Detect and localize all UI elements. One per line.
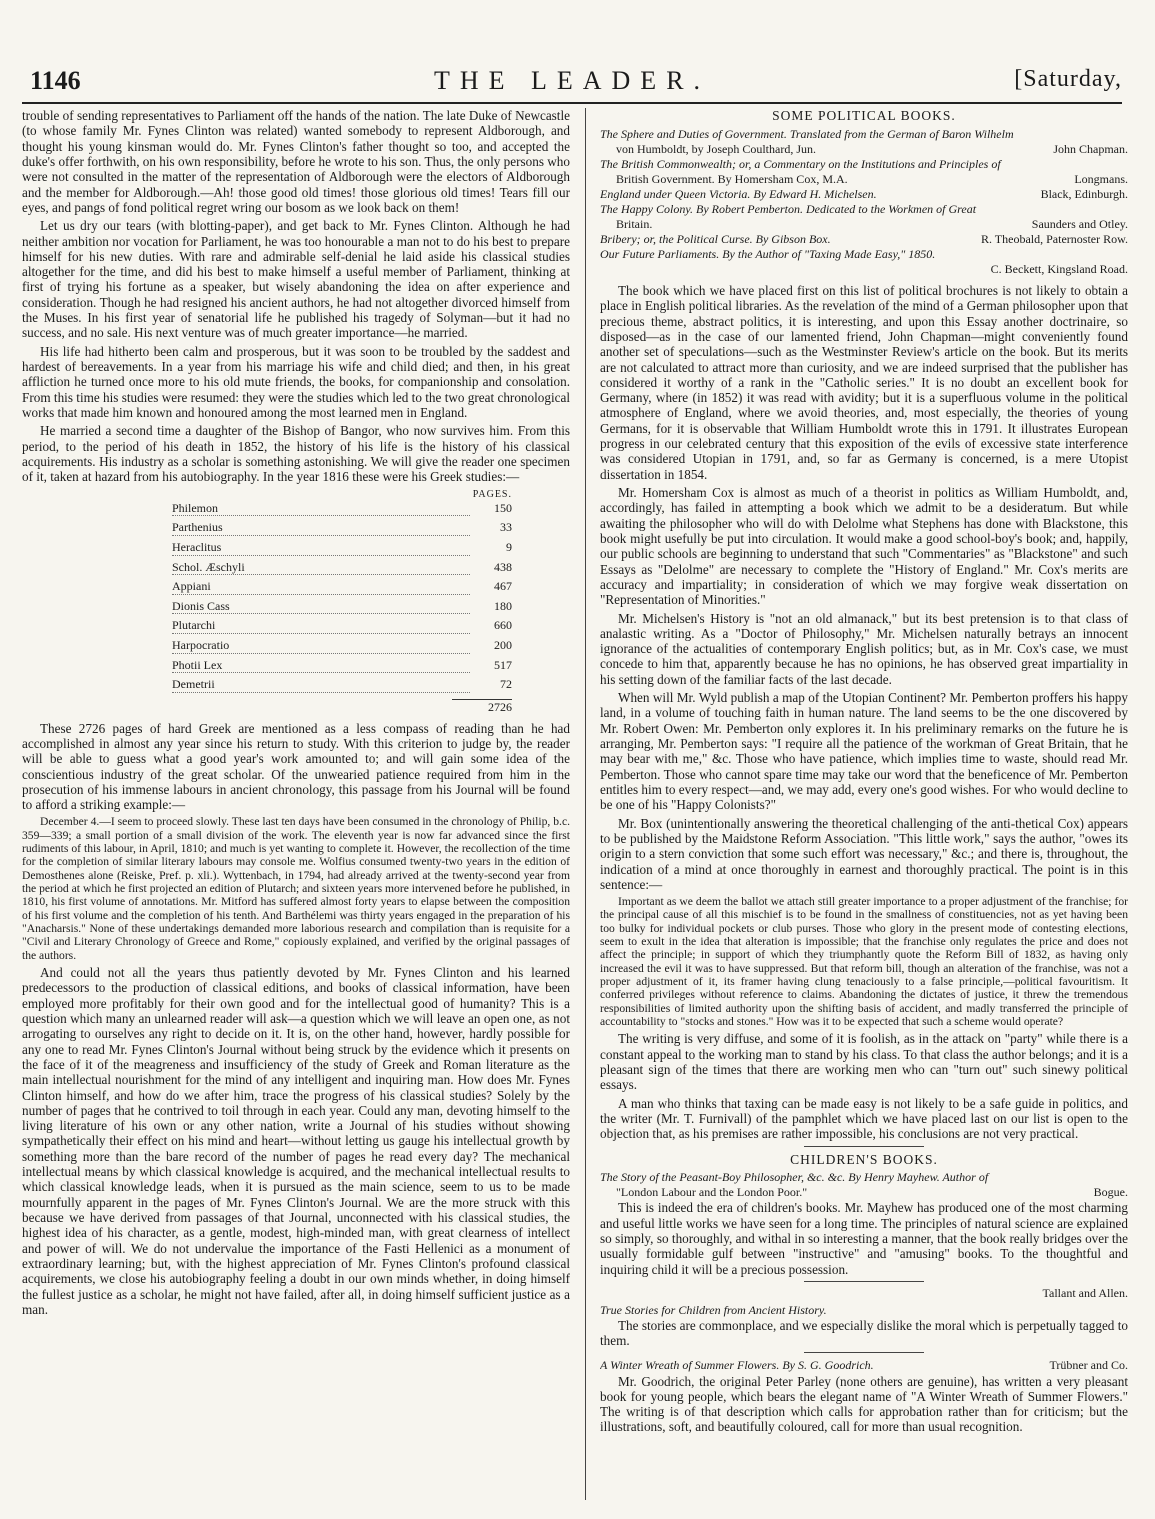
book-title: True Stories for Children from Ancient History. — [600, 1302, 827, 1317]
paragraph: The writing is very diffuse, and some of it is foolish, as in the attack on "party" while there is a constant appeal to the working man to stand by his class. To that class the author belongs; and it is a pleasant sign of the times that there are working men who can "turn out" such sinewy political essays. — [600, 1031, 1128, 1093]
paragraph: A man who thinks that taxing can be made easy is not likely to be a safe guide in politics, and the writer (Mr. T. Furnivall) of the pamphlet which we have placed last on our list is open to the objection that, as his premises are rather impossible, his conclusions are not very practical. — [600, 1095, 1128, 1142]
greek-studies-table — [172, 489, 512, 715]
paragraph: The book which we have placed first on this list of political brochures is not likely to obtain a place in English political libraries. As the revelation of the mind of a German philosopher upon that precious theme, abstract politics, it is interesting, and upon this Essay another doctrinaire, so disposed—as in the case of our lamented friend, John Chapman—might conveniently found another set of speculations—such as the Westminster Review's article on the book. But its merits are not calculated to attract more than curiosity, and we are indeed surprised that the publisher has considered it worthy of a rank in the "Catholic series." It is no doubt an excellent book for Germany, where (in 1852) it was read with avidity; but it is a superfluous volume in the political atmosphere of England, where we avoid theories, and, most especially, the theories of young Germans, for it is observable that William Humboldt wrote this in 1791. It illustrates European progress in our celebrated century that this exposition of the evils of excessive state interference was considered Utopian in 1791, and, so far as Germany is concerned, is a mere Utopist dissertation in 1854. — [600, 282, 1128, 482]
table-cell-name: Harpocratio — [172, 638, 470, 654]
table-cell-pages: 180 — [494, 598, 512, 613]
divider — [804, 1146, 924, 1147]
page-header — [22, 66, 1122, 104]
paragraph: The stories are commonplace, and we especially dislike the moral which is perpetually tagged to them. — [600, 1317, 1128, 1349]
paragraph: This is indeed the era of children's books. Mr. Mayhew has produced one of the most charming and useful little works we have seen for a long time. The principles of natural science are explained so simply, so thoroughly, and withal in so interesting a manner, that the book really bridges over the usually formidable gulf between "instructive" and "amusing" books. To the thoughtful and inquiring child it will be a precious possession. — [600, 1200, 1128, 1277]
book-publisher: Trübner and Co. — [1049, 1358, 1128, 1373]
book-publisher: R. Theobald, Paternoster Row. — [981, 231, 1128, 246]
book-publisher: John Chapman. — [1053, 141, 1128, 156]
table-cell-pages: 467 — [494, 579, 512, 594]
table-header: PAGES. — [472, 488, 512, 500]
table-cell-name: Heraclitus — [172, 540, 470, 556]
box-quote: Important as we deem the ballot we attach still greater importance to a proper adjustment of the franchise; for the principal cause of all this mischief is to be found in the smallness of constituencies, not as yet having been too bulky for individual pockets or club purses. Those who glory in the present mode of contesting elections, seem to exult in the idea that alteration is impossible; that the franchise only regulates the price and does not affect the principle; in support of which they triumphantly quote the Reform Bill of 1832, as having only increased the evil it was to have suppressed. But that reform bill, though an alteration of the franchise, was not a proper adjustment of it, its framer having clung tenaciously to a false principle,—political favouritism. It conferred privileges without reference to claims. Abandoning the dictates of justice, it threw the tremendous responsibilities of limited authority upon the shifting basis of accident, and madly transferred the principle of accountability to "stocks and stones." How was it to be expected that such a scheme would operate? — [600, 895, 1128, 1029]
book-title: The British Commonwealth; or, a Commentary on the Institutions and Principles of — [600, 156, 1001, 171]
book-title-cont: "London Labour and the London Poor." — [616, 1185, 808, 1200]
divider — [804, 1352, 924, 1353]
table-row — [172, 520, 512, 540]
table-row — [172, 501, 512, 521]
book-title-cont: Britain. — [616, 216, 653, 231]
book-title: The Happy Colony. By Robert Pemberton. Dedicated to the Workmen of Great — [600, 201, 977, 216]
section-title: SOME POLITICAL BOOKS. — [772, 108, 956, 123]
paragraph: He married a second time a daughter of the Bishop of Bangor, who now survives him. From this period, to the period of his death in 1852, the history of his life is the history of his classical acquirements. His industry as a scholar is something astonishing. We will give the reader one specimen of it, taken at hazard from his autobiography. In the year 1816 these were his Greek studies:— — [22, 423, 570, 485]
table-cell-name: Plutarchi — [172, 618, 470, 634]
book-title: Our Future Parliaments. By the Author of "Taxing Made Easy," 1850. — [600, 246, 936, 261]
table-cell-pages: 200 — [494, 638, 512, 653]
book-publisher: Tallant and Allen. — [1042, 1285, 1128, 1300]
table-row — [172, 638, 512, 658]
table-cell-name: Photii Lex — [172, 658, 470, 674]
table-cell-pages: 9 — [506, 539, 512, 554]
book-publisher: Longmans. — [1074, 171, 1128, 186]
book-entry-cont — [600, 142, 1128, 156]
paragraph: And could not all the years thus patiently devoted by Mr. Fynes Clinton and his learned predecessors to the production of classical editions, and books of classical information, have been employed more profitably for their own good and for the intellectual good of humanity? This is a question which many an unlearned reader will ask—a question which we will leave an open one, as not arrogating to ourselves any right to decide on it. It is, on the other hand, however, hardly possible for any one to read Mr. Fynes Clinton's Journal without being struck by the evidence which it presents on the face of it of the meagreness and insufficiency of the study of Greek and Roman literature as the main intellectual nourishment for the mind of any intelligent and inquiring man. How does Mr. Fynes Clinton himself, and how do we after him, trace the progress of his classical studies? Solely by the number of pages that he contrived to toil through in each year. Could any man, devoting himself to the living literature of his own or any other nation, write a Journal of his studies without showing sympathetically their effect on his mind and heart—without letting us gauge his intellectual growth by something more than the bare record of the number of pages he read every day? The mechanical intellectual means by which classical knowledge is acquired, and the mechanical intellectual results to which classical knowledge leads, when it is pursued as the main science, seem to us to be made mournfully apparent in the pages of Mr. Fynes Clinton's Journal. We are the more struck with this because we have derived from passages of that Journal, unconnected with his classical studies, the highest idea of his character, as a gentle, modest, high-minded man, with great clearness of intellect and power of will. We do not undervalue the importance of the Fasti Hellenici as a monument of extraordinary learning; but, with the highest appreciation of Mr. Fynes Clinton's profound classical acquirements, we close his autobiography feeling a doubt in our own minds whether, in doing himself the fullest justice as a scholar, he might not have failed, after all, in doing himself sufficient justice as a man. — [22, 965, 570, 1317]
book-entry — [600, 247, 1128, 261]
table-row — [172, 658, 512, 678]
book-entry — [600, 187, 1128, 201]
table-row — [172, 540, 512, 560]
book-title: England under Queen Victoria. By Edward H. Michelsen. — [600, 186, 877, 201]
book-entry-cont — [600, 172, 1128, 186]
paragraph: Mr. Goodrich, the original Peter Parley (none others are genuine), has written a very pleasant book for young people, which bears the elegant name of "A Winter Wreath of Summer Flowers." The writing is of that description which calls for approbation rather than for criticism; but the illustrations, soft, and beautifully coloured, call for more than usual recognition. — [600, 1373, 1128, 1435]
table-cell-name: Parthenius — [172, 520, 470, 536]
book-title: Bribery; or, the Political Curse. By Gibson Box. — [600, 231, 831, 246]
book-publisher: Bogue. — [1093, 1185, 1128, 1200]
table-row — [172, 599, 512, 619]
book-title: A Winter Wreath of Summer Flowers. By S. G. Goodrich. — [600, 1358, 874, 1373]
table-cell-name: Appiani — [172, 579, 470, 595]
table-row — [172, 579, 512, 599]
book-entry-cont — [600, 262, 1128, 276]
issue-day: [Saturday, — [1014, 66, 1122, 92]
book-entry-cont — [600, 1185, 1128, 1199]
journal-extract: December 4.—I seem to proceed slowly. These last ten days have been consumed in the chronology of Philip, b.c. 359—339; a small portion of a small division of the work. The eleventh year is now far advanced since the first rudiments of this labour, in April, 1810; and much is yet wanting to complete it. However, the recollection of the time for the completion of similar literary labours may console me. Wolfius consumed twenty-two years in the edition of Demosthenes alone (Reiske, Pref. p. xli.). Wyttenbach, in 1794, had already arrived at the twenty-second year from the period at which he first projected an edition of Plutarch; and sixteen years more intervened before he published, in 1810, his first volume of annotations. Mr. Mitford has suffered almost forty years to elapse between the composition of his first volume and the completion of his tenth. And Barthélemi was thirty years engaged in the preparation of his "Anacharsis." None of these undertakings demanded more laborious research and compilation than is requisite for a "Civil and Literary Chronology of Greece and Rome," copiously explained, and verified by the original passages of the authors. — [22, 815, 570, 962]
book-entry — [600, 1170, 1128, 1184]
book-entry — [600, 1358, 1128, 1372]
masthead: THE LEADER. — [433, 66, 711, 95]
book-entry-cont — [600, 217, 1128, 231]
table-cell-pages: 660 — [494, 618, 512, 633]
table-row — [172, 677, 512, 697]
section-title: CHILDREN'S BOOKS. — [790, 1151, 938, 1167]
table-total: 2726 — [452, 699, 512, 715]
table-cell-pages: 150 — [494, 500, 512, 515]
left-column — [22, 108, 570, 1503]
paragraph: Mr. Michelsen's History is "not an old almanack," but its best pretension is to that class of analastic writing. As a "Doctor of Philosophy," Mr. Michelsen naturally betrays an innocent ignorance of the actualities of contemporary English politics; but, as in Mr. Cox's case, we must concede to him that, apparently because he has no opinions, he has observed great impartiality in his setting down of the familiar facts of the last decade. — [600, 610, 1128, 687]
paragraph: Mr. Box (unintentionally answering the theoretical challenging of the anti-thetical Cox) appears to be published by the Maidstone Reform Association. "This little work," says the author, "owes its origin to a stern conviction that some such effort was necessary," &c.; and there is, throughout, the indication of a mind at once thoroughly in earnest and thoroughly practical. The point is in this sentence:— — [600, 815, 1128, 892]
paragraph: His life had hitherto been calm and prosperous, but it was soon to be troubled by the saddest and hardest of bereavements. In a year from his marriage his wife and child died; and then, in his great affliction he turned once more to his old mute friends, the books, for companionship and consolation. From this time his studies were resumed: they were the studies which led to the two great chronological works that made him known and honoured among the most learned men in England. — [22, 343, 570, 420]
right-column — [600, 108, 1128, 1503]
book-entry — [600, 1303, 1128, 1317]
divider — [804, 1281, 924, 1282]
book-title-cont: von Humboldt, by Joseph Coulthard, Jun. — [616, 141, 816, 156]
table-cell-pages: 33 — [500, 520, 512, 535]
paragraph: These 2726 pages of hard Greek are mentioned as a less compass of reading than he had accomplished in almost any year since his return to study. With this criterion to judge by, the reader will be able to guess what a good year's work amounted to; and will gain some idea of the conscientious industry of the great scholar. Of the unwearied patience required from him in the prosecution of his immense labours in ancient chronology, this passage from his Journal will be found to afford a striking example:— — [22, 720, 570, 813]
book-title: The Sphere and Duties of Government. Translated from the German of Baron Wilhelm — [600, 126, 1014, 141]
table-row — [172, 618, 512, 638]
book-publisher: Saunders and Otley. — [1031, 216, 1128, 231]
book-entry — [600, 232, 1128, 246]
table-cell-name: Schol. Æschyli — [172, 560, 470, 576]
column-rule — [585, 108, 586, 1500]
book-title: The Story of the Peasant-Boy Philosopher, &c. &c. By Henry Mayhew. Author of — [600, 1170, 989, 1185]
table-cell-pages: 517 — [494, 657, 512, 672]
book-title-cont: British Government. By Homersham Cox, M.A. — [616, 171, 848, 186]
table-cell-name: Demetrii — [172, 677, 470, 693]
book-publisher: Black, Edinburgh. — [1040, 186, 1128, 201]
book-entry — [600, 157, 1128, 171]
paragraph: Let us dry our tears (with blotting-paper), and get back to Mr. Fynes Clinton. Although he had neither ambition nor vocation for Parliament, he was too honourable a man not to do his best to prepare himself for his new duties. With rare and admirable self-denial he laid aside his classical studies altogether for the time, and did his best to make himself a useful member of Parliament, thinking at first of trying his fortune as a speaker, but wisely abandoning the idea on after experience and consideration. Though he had resigned his ancient authors, he had not altogether divorced himself from the Muses. In his first year of senatorial life he published his tragedy of Solyman—but it had no success, and no sale. His next venture was of much greater importance—he married. — [22, 218, 570, 341]
paragraph: Mr. Homersham Cox is almost as much of a theorist in politics as William Humboldt, and, accordingly, has failed in attempting a book which we admit to be a desideratum. But while awaiting the philosopher who will do with Delolme what Stephens has done with Blackstone, this book might usefully be put into circulation. It would make a good school-boy's book; and, happily, our public schools are beginning to understand that such "Commentaries" as "Blackstone" and such Essays as "Delolme" are necessary to complete the "History of England." Mr. Cox's merits are accuracy and impartiality; in consideration of which we may forgive weak dissertation on "Representation of Minorities." — [600, 485, 1128, 608]
table-cell-pages: 438 — [494, 559, 512, 574]
book-publisher: C. Beckett, Kingsland Road. — [990, 261, 1128, 276]
paragraph: When will Mr. Wyld publish a map of the Utopian Continent? Mr. Pemberton proffers his happy land, in a volume of touching faith in human nature. The land seems to be the one discovered by Mr. Robert Owen: Mr. Pemberton only explores it. In his preliminary remarks on the future he is arranging, Mr. Pemberton says: "I require all the patience of the workman of Great Britain, that he may bear with me," &c. Those who have patience, which implies time to waste, should read Mr. Pemberton. Those who cannot spare time may take our word that the beneficence of Mr. Pemberton entitles him to every respect—and, we may add, every one's good wishes. For who would decline to be one of his "Happy Colonists?" — [600, 690, 1128, 813]
table-cell-pages: 72 — [500, 677, 512, 692]
table-cell-name: Philemon — [172, 501, 470, 517]
table-row — [172, 560, 512, 580]
paragraph: trouble of sending representatives to Parliament off the hands of the nation. The late Duke of Newcastle (to whose family Mr. Fynes Clinton was related) wanted somebody to represent Aldborough, and thought his young kinsman would do. Mr. Fynes Clinton's father thought so too, and accepted the duke's offer forthwith, on his own responsibility, before he wrote to his son. Thus, the only persons who were not consulted in the matter of the representation of Aldborough were the electors of Aldborough and the member for Aldborough.—Ah! those good old times! those glorious old times! Tears fill our eyes, and pangs of fond political regret wring our bosom as we look back on them! — [22, 108, 570, 215]
book-entry — [600, 127, 1128, 141]
table-cell-name: Dionis Cass — [172, 599, 470, 615]
book-entry — [600, 202, 1128, 216]
page-number: 1146 — [30, 66, 81, 95]
